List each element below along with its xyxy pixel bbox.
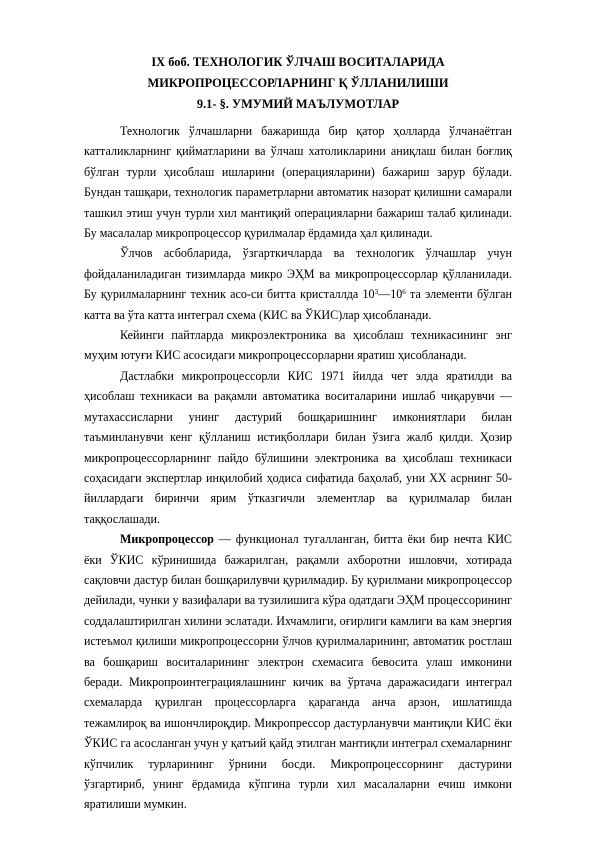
superscript-6: 6	[402, 288, 406, 297]
chapter-title-line-2: МИКРОПРОЦЕССОРЛАРНИНГ Қ ЎЛЛАНИЛИШИ	[147, 76, 449, 90]
superscript-3: 3	[374, 288, 379, 297]
paragraph-3: Кейинги пайтларда микроэлектроника ва ҳисоблаш техникасининг энг муҳим ютуғи КИС асосидаги микропроцессорларни яратиш ҳисобланади.	[84, 328, 512, 363]
paragraph-5-text: — функционал тугалланган, битта ёки бир нечта КИС ёки ЎКИС кўринишида бажарилган, рақамли ахборотни ишловчи, хотирада сақловчи дастур билан бошқарилувчи қурилмадир. Бу қурилмани микропроцессор дейилади, чунки у вазифалари ва тузилишига кўра одатдаги ЭҲМ процессорининг соддалаштирилган хилини эслатади. Ихчамлиги, оғирлиги камлиги ва кам энергия истеъмол қилиши микропроцессорни ўлчов қурилмаларининг, автоматик ростлаш ва бошқариш воситаларининг электрон схемасига бевосита улаш имконини беради. Микропроинтеграциялашнинг кичик ва ўртача даражасидаги интеграл схемаларда қурилган процессорларга қараганда анча арзон, ишлатишда тежамлироқ ва ишончлироқдир. Микропрессор дастурланувчи мантиқли КИС ёки ЎКИС га асосланган учун у қатъий қайд этилган мантиқли интеграл схемаларнинг кўпчилик турларининг ўрнини босди. Микропроцессорнинг дастурини ўзгартириб, унинг ёрдамида кўпгина турли хил масалаларни ечиш имкони яратилиши мумкин.	[84, 532, 512, 812]
paragraph-4: Дастлабки микропроцессорли КИС 1971 йилда чет элда яратилди ва ҳисоблаш техникаси ва рақамли автоматика воситаларини ишлаб чиқарувчи — мутахассисларни унинг дастурий бошқаришнинг имкониятлари билан таъминланувчи кенг қўлланиш истиқболлари билан ўзига жалб қилди. Ҳозир микропроцессорларнинг пайдо бўлишини электроника ва ҳисоблаш техникаси соҳасидаги экспертлар инқилобий ҳодиса сифатида баҳолаб, уни XX асрнинг 50-йиллардаги биринчи ярим ўтказгичли элементлар ва қурилмалар билан таққослашади.	[84, 368, 512, 526]
term-microprocessor: Микропроцессор	[120, 532, 214, 547]
body-text	[84, 121, 512, 815]
paragraph-2-text-c: та элементи бўлган катта ва ўта катта интеграл схема (КИС ва ЎКИС)лар ҳисобланади.	[84, 287, 512, 322]
section-title: 9.1- §. УМУМИЙ МАЪЛУМОТЛАР	[196, 97, 400, 111]
chapter-title-line-1: IX боб. ТЕХНОЛОГИК ЎЛЧАШ ВОСИТАЛАРИДА	[151, 55, 445, 69]
paragraph-2-text-a: Ўлчов асбобларида, ўзгарткичларда ва технологик ўлчашлар учун фойдаланиладиган тизимларда микро ЭҲМ ва микропроцессорлар қўлланилади. Бу қурилмаларнинг техник асо-си битта кристаллда 10	[84, 246, 512, 302]
paragraph-5	[84, 529, 512, 815]
paragraph-2-text-b: —10	[378, 287, 403, 302]
paragraph-1: Технологик ўлчашларни бажаришда бир қатор ҳолларда ўлчанаётган катталикларнинг қийматларини ва ўлчаш хатоликларини аниқлаш билан боғлиқ бўлган турли ҳисоблаш ишларини (операцияларини) бажариш зарур бўлади. Бундан ташқари, технологик параметрларни автоматик назорат қилишни самарали ташкил этиш учун турли хил мантиқий операцияларни бажариш талаб қилинади. Бу масалалар микропроцессор қурилмалар ёрдамида ҳал қилинади.	[84, 124, 512, 241]
paragraph-2	[84, 243, 512, 325]
